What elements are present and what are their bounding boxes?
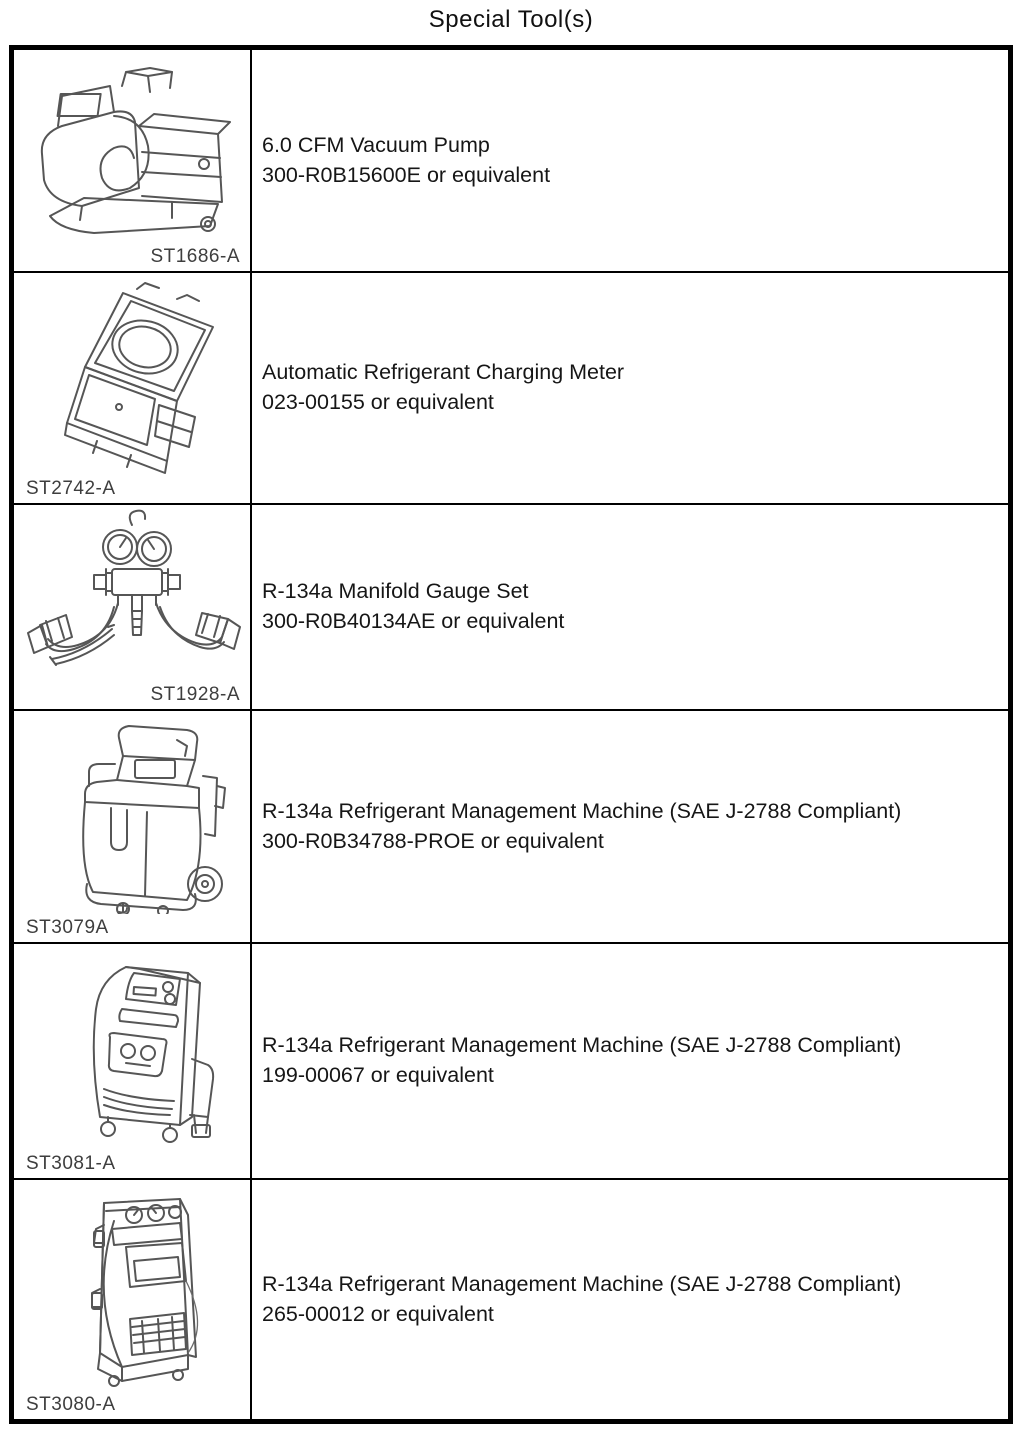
table-row [14,709,1008,942]
tool-image-cell [14,1180,252,1419]
tool-description-cell [252,711,1008,942]
tool-image-cell [14,944,252,1178]
tool-image-label: ST3079A [26,917,109,938]
tool-image-cell [14,50,252,271]
tool-number: 199-00067 or equivalent [262,1063,494,1087]
tool-number: 300-R0B34788-PROE or equivalent [262,828,604,853]
table-row [14,271,1008,503]
tool-image-cell [14,711,252,942]
tool-image-label: ST3081-A [26,1153,116,1174]
tool-number: 300-R0B40134AE or equivalent [262,609,565,633]
table-row [14,942,1008,1178]
tool-description-cell [252,505,1008,709]
tool-number: 300-R0B15600E or equivalent [262,162,551,187]
tool-description-cell [252,273,1008,503]
tool-image-label: ST1686-A [150,246,240,267]
tool-image-label: ST3080-A [26,1394,116,1415]
refrigerant-machine-cabinet-icon [14,944,250,1154]
tool-name: R-134a Refrigerant Management Machine (SAE J-2788 Compliant) [262,798,902,823]
tool-description-cell [252,944,1008,1178]
refrigerant-machine-cart-icon [14,711,250,918]
tool-name: R-134a Manifold Gauge Set [262,579,529,604]
tool-number: 023-00155 or equivalent [262,390,494,414]
tool-number: 265-00012 or equivalent [262,1301,494,1326]
tool-description-cell [252,50,1008,271]
tool-name: Automatic Refrigerant Charging Meter [262,360,625,385]
tool-image-label: ST2742-A [26,478,116,499]
tool-image-label: ST1928-A [150,684,240,705]
table-row [14,50,1008,271]
charging-meter-case-icon [14,273,250,479]
tool-name: 6.0 CFM Vacuum Pump [262,132,490,157]
refrigerant-machine-upright-icon [14,1180,250,1395]
tool-image-cell [14,505,252,709]
tool-image-cell [14,273,252,503]
table-row [14,1178,1008,1419]
tool-name: R-134a Refrigerant Management Machine (SAE J-2788 Compliant) [262,1033,902,1058]
special-tools-table [9,45,1013,1424]
vacuum-pump-icon [14,50,250,247]
tool-name: R-134a Refrigerant Management Machine (SAE J-2788 Compliant) [262,1271,902,1296]
page-title: Special Tool(s) [428,6,594,33]
tool-description-cell [252,1180,1008,1419]
table-row [14,503,1008,709]
